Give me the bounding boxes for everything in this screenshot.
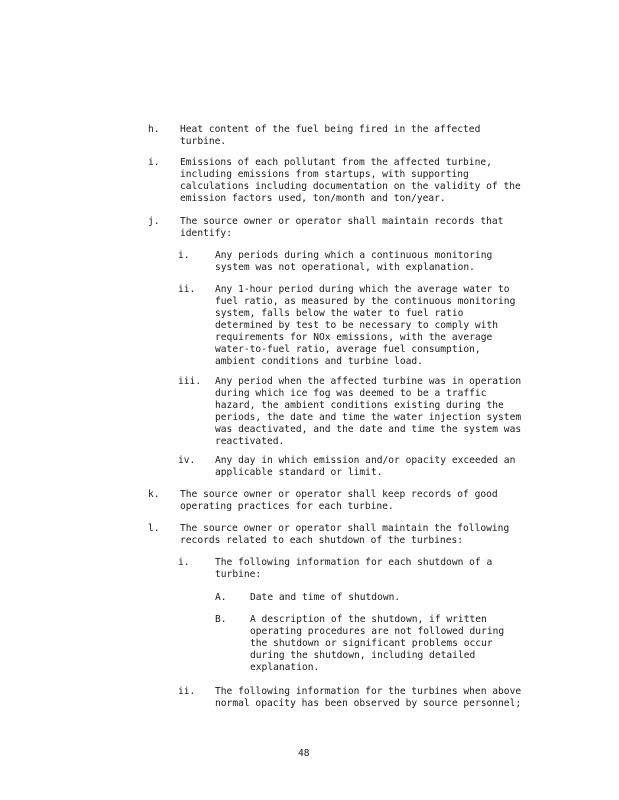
item-marker: i. xyxy=(148,157,160,168)
item-text: Date and time of shutdown. xyxy=(250,592,401,603)
item-marker: B. xyxy=(215,614,227,625)
item-text: Any periods during which a continuous monitoring system was not operational, with explanation. xyxy=(215,250,493,273)
item-marker: A. xyxy=(215,592,227,603)
item-marker: ii. xyxy=(178,686,196,697)
item-text: Any period when the affected turbine was in operation during which ice fog was deemed to be a traffic hazard, the ambient conditions existing during the periods, the date and time the water injection system was deactivated, and the date and time the system was reactivated. xyxy=(215,376,522,447)
item-text: The source owner or operator shall keep records of good operating practices for each turbine. xyxy=(180,489,498,512)
item-marker: ii. xyxy=(178,284,196,295)
item-text: A description of the shutdown, if written operating procedures are not followed during the shutdown or significant problems occur during the shutdown, including detailed explanation. xyxy=(250,614,505,673)
item-text: Any day in which emission and/or opacity exceeded an applicable standard or limit. xyxy=(215,455,516,478)
item-marker: iv. xyxy=(178,455,196,466)
item-text: The source owner or operator shall maintain the following records related to each shutdown of the turbines: xyxy=(180,523,510,546)
item-text: The following information for the turbines when above normal opacity has been observed by source personnel; xyxy=(215,686,522,709)
item-text: Emissions of each pollutant from the affected turbine, including emissions from startups, with supporting calculations including documentation on the validity of the emission factors used, ton/month and ton/year. xyxy=(180,157,521,204)
page-number: 48 xyxy=(298,748,310,759)
item-marker: i. xyxy=(178,557,190,568)
item-marker: iii. xyxy=(178,376,202,387)
item-marker: h. xyxy=(148,124,160,135)
item-marker: l. xyxy=(148,523,160,534)
item-marker: k. xyxy=(148,489,160,500)
item-text: Heat content of the fuel being fired in the affected turbine. xyxy=(180,124,481,147)
item-text: The source owner or operator shall maintain records that identify: xyxy=(180,216,504,239)
item-marker: j. xyxy=(148,216,160,227)
item-text: The following information for each shutdown of a turbine: xyxy=(215,557,493,580)
item-text: Any 1-hour period during which the average water to fuel ratio, as measured by the continuous monitoring system, falls below the water to fuel ratio determined by test to be necessary to comply with requirements for NOx emissions, with the average water-to-fuel ratio, average fuel consumption, ambient conditions and turbine load. xyxy=(215,284,516,367)
item-marker: i. xyxy=(178,250,190,261)
